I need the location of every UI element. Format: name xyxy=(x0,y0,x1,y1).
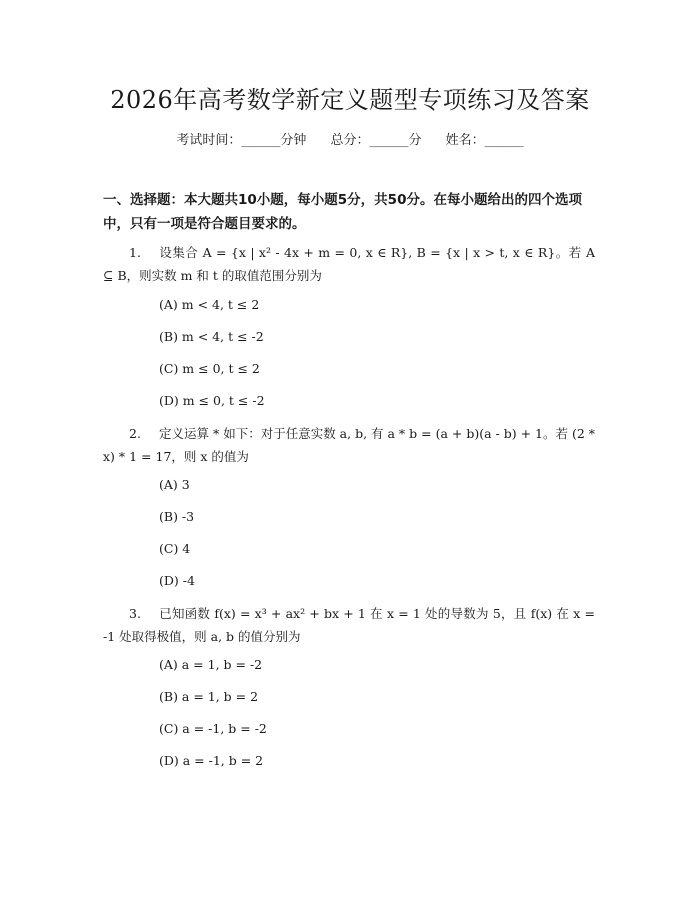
question-3-number: 3. xyxy=(129,606,141,621)
question-3 xyxy=(103,602,595,648)
question-2-number: 2. xyxy=(129,426,141,441)
question-3-option-c: (C) a = -1, b = -2 xyxy=(159,721,267,736)
question-2-stem: 定义运算 * 如下：对于任意实数 a, b, 有 a * b = (a + b)(a - b) + 1。若 (2 * x) * 1 = 17，则 x 的值为 xyxy=(103,426,595,464)
total-score-field: 总分：______分 xyxy=(330,133,422,148)
question-2-option-c: (C) 4 xyxy=(159,541,191,556)
question-3-stem: 已知函数 f(x) = x³ + ax² + bx + 1 在 x = 1 处的导数为 5，且 f(x) 在 x = -1 处取得极值，则 a, b 的值分别为 xyxy=(103,606,595,644)
question-3-option-d: (D) a = -1, b = 2 xyxy=(159,753,264,768)
exam-time-field: 考试时间：______分钟 xyxy=(176,133,307,148)
question-1-option-b: (B) m < 4, t ≤ -2 xyxy=(159,329,264,344)
section-heading: 一、选择题：本大题共10小题，每小题5分，共50分。在每小题给出的四个选项中，只有一项是符合题目要求的。 xyxy=(103,192,582,232)
question-2-option-a: (A) 3 xyxy=(159,477,190,492)
question-1-stem: 设集合 A = {x | x² - 4x + m = 0, x ∈ R}, B = {x | x > t, x ∈ R}。若 A ⊆ B，则实数 m 和 t 的取值范围分别为 xyxy=(103,245,595,283)
exam-info-line xyxy=(0,131,700,151)
question-1-option-d: (D) m ≤ 0, t ≤ -2 xyxy=(159,393,265,408)
question-3-option-a: (A) a = 1, b = -2 xyxy=(159,657,263,672)
question-1 xyxy=(103,241,595,287)
question-2-option-b: (B) -3 xyxy=(159,509,195,524)
question-2 xyxy=(103,422,595,468)
question-3-option-b: (B) a = 1, b = 2 xyxy=(159,689,259,704)
question-1-option-a: (A) m < 4, t ≤ 2 xyxy=(159,297,260,312)
question-2-option-d: (D) -4 xyxy=(159,573,195,588)
question-1-option-c: (C) m ≤ 0, t ≤ 2 xyxy=(159,361,260,376)
question-1-number: 1. xyxy=(129,245,141,260)
student-name-field: 姓名：______ xyxy=(445,133,524,148)
page-title: 2026年高考数学新定义题型专项练习及答案 xyxy=(110,86,590,114)
